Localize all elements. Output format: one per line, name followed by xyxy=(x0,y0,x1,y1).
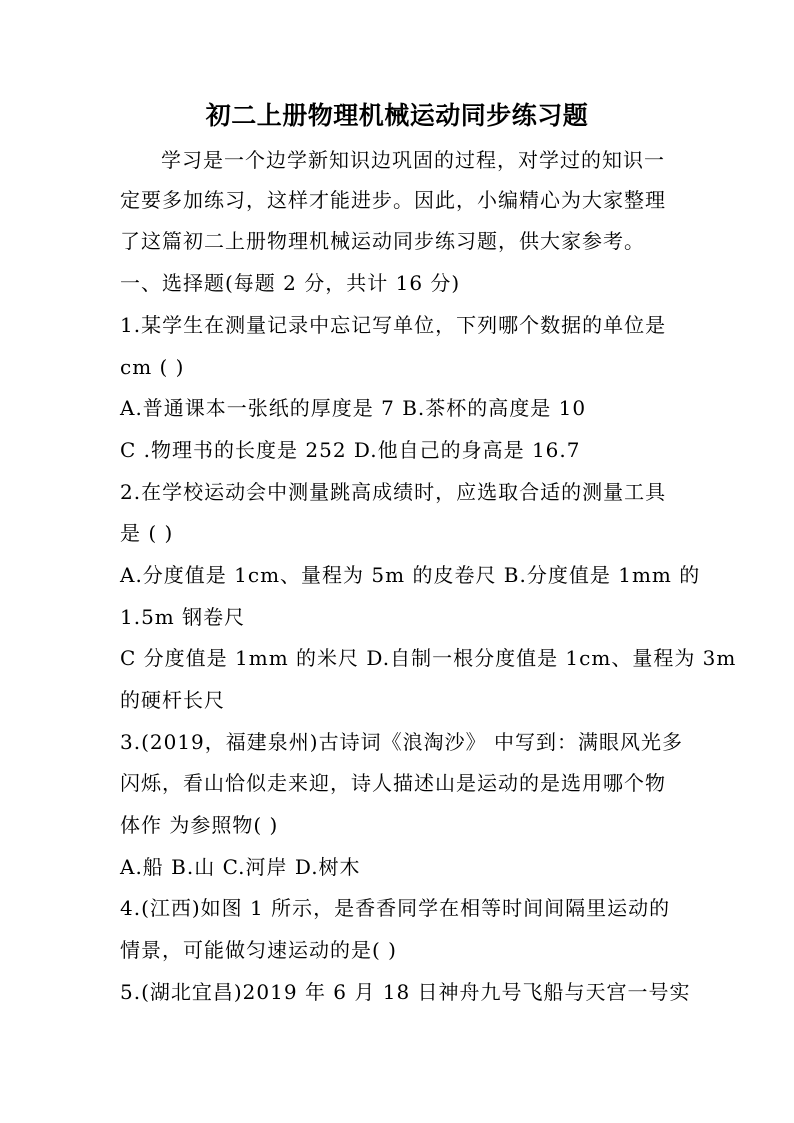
question-3-line-3: 体作 为参照物( ) xyxy=(120,813,279,837)
section-heading: 一、选择题(每题 2 分，共计 16 分) xyxy=(120,271,461,295)
question-2-options-1: A.分度值是 1cm、量程为 5m 的皮卷尺 B.分度值是 1mm 的 xyxy=(120,563,701,587)
question-1-options-1: A.普通课本一张纸的厚度是 7 B.茶杯的高度是 10 xyxy=(120,396,587,420)
page-title: 初二上册物理机械运动同步练习题 xyxy=(205,101,589,130)
question-2-options-3: C 分度值是 1mm 的米尺 D.自制一根分度值是 1cm、量程为 3m xyxy=(120,646,737,670)
question-3-options: A.船 B.山 C.河岸 D.树木 xyxy=(120,855,361,879)
question-1-line-1: 1.某学生在测量记录中忘记写单位，下列哪个数据的单位是 xyxy=(120,313,667,337)
question-4-line-1: 4.(江西)如图 1 所示，是香香同学在相等时间间隔里运动的 xyxy=(120,896,671,920)
question-3-line-2: 闪烁，看山恰似走来迎，诗人描述山是运动的是选用哪个物 xyxy=(120,771,666,795)
intro-line-1: 学习是一个边学新知识边巩固的过程，对学过的知识一 xyxy=(161,148,665,172)
question-2-options-4: 的硬杆长尺 xyxy=(120,688,225,712)
question-3-line-1: 3.(2019，福建泉州)古诗词《浪淘沙》 中写到：满眼风光多 xyxy=(120,730,683,754)
question-1-options-2: C .物理书的长度是 252 D.他自己的身高是 16.7 xyxy=(120,438,581,462)
question-2-line-1: 2.在学校运动会中测量跳高成绩时，应选取合适的测量工具 xyxy=(120,480,667,504)
intro-line-3: 了这篇初二上册物理机械运动同步练习题，供大家参考。 xyxy=(120,229,645,253)
question-2-line-2: 是 ( ) xyxy=(120,521,174,545)
question-4-line-2: 情景，可能做匀速运动的是( ) xyxy=(120,938,397,962)
question-2-options-2: 1.5m 钢卷尺 xyxy=(120,605,246,629)
question-1-line-2: cm ( ) xyxy=(120,355,185,379)
intro-line-2: 定要多加练习，这样才能进步。因此，小编精心为大家整理 xyxy=(120,188,666,212)
question-5-line-1: 5.(湖北宜昌)2019 年 6 月 18 日神舟九号飞船与天宫一号实 xyxy=(120,980,691,1004)
